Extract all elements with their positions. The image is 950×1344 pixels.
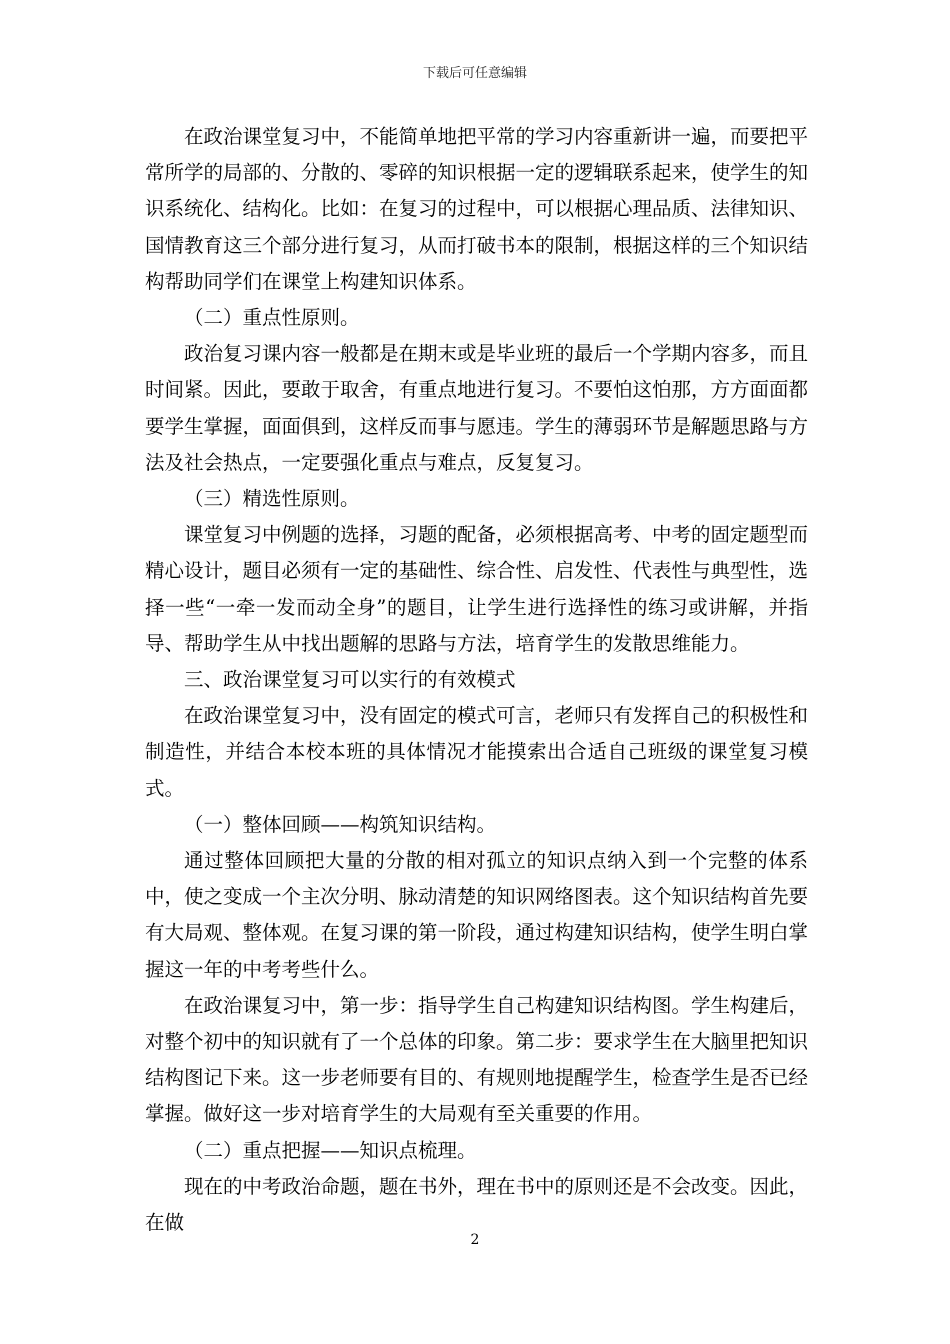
paragraph-3: 课堂复习中例题的选择，习题的配备，必须根据高考、中考的固定题型而精心设计，题目必须有一定的基础性、综合性、启发性、代表性与典型性，选择一些“一牵一发而动全身”的题目，让学生进行选择性的练习或讲解，并指导、帮助学生从中找出题解的思路与方法，培育学生的发散思维能力。 [145,523,809,655]
paragraph-7: 现在的中考政治命题，题在书外，理在书中的原则还是不会改变。因此，在做 [145,1174,809,1235]
paragraph-4: 在政治课堂复习中，没有固定的模式可言，老师只有发挥自己的积极性和制造性，并结合本校本班的具体情况才能摸索出合适自己班级的课堂复习模式。 [145,704,809,800]
section-heading-effective-modes: 三、政治课堂复习可以实行的有效模式 [184,668,516,692]
heading-overall-review: （一）整体回顾——构筑知识结构。 [184,812,497,836]
paragraph-5: 通过整体回顾把大量的分散的相对孤立的知识点纳入到一个完整的体系中，使之变成一个主次分明、脉动清楚的知识网络图表。这个知识结构首先要有大局观、整体观。在复习课的第一阶段，通过构建知识结构，使学生明白掌握这一年的中考考些什么。 [145,849,809,981]
document-body [145,119,808,1241]
paragraph-2: 政治复习课内容一般都是在期末或是毕业班的最后一个学期内容多，而且时间紧。因此，要敢于取舍，有重点地进行复习。不要怕这怕那，方方面面都要学生掌握，面面俱到，这样反而事与愿违。学生的薄弱环节是解题思路与方法及社会热点，一定要强化重点与难点，反复复习。 [145,342,809,474]
paragraph-1: 在政治课堂复习中，不能简单地把平常的学习内容重新讲一遍，而要把平常所学的局部的、分散的、零碎的知识根据一定的逻辑联系起来，使学生的知识系统化、结构化。比如：在复习的过程中，可以根据心理品质、法律知识、国情教育这三个部分进行复习，从而打破书本的限制，根据这样的三个知识结构帮助同学们在课堂上构建知识体系。 [145,125,809,293]
page-header: 下载后可任意编辑 [422,66,527,81]
heading-key-principle: （二）重点性原则。 [184,306,360,330]
paragraph-6: 在政治课复习中，第一步：指导学生自己构建知识结构图。学生构建后，对整个初中的知识就有了一个总体的印象。第二步：要求学生在大脑里把知识结构图记下来。这一步老师要有目的、有规则地提醒学生，检查学生是否已经掌握。做好这一步对培育学生的大局观有至关重要的作用。 [145,993,809,1126]
page-number: 2 [470,1232,480,1248]
heading-selective-principle: （三）精选性原则。 [184,487,360,511]
heading-key-grasp: （二）重点把握——知识点梳理。 [184,1138,477,1162]
